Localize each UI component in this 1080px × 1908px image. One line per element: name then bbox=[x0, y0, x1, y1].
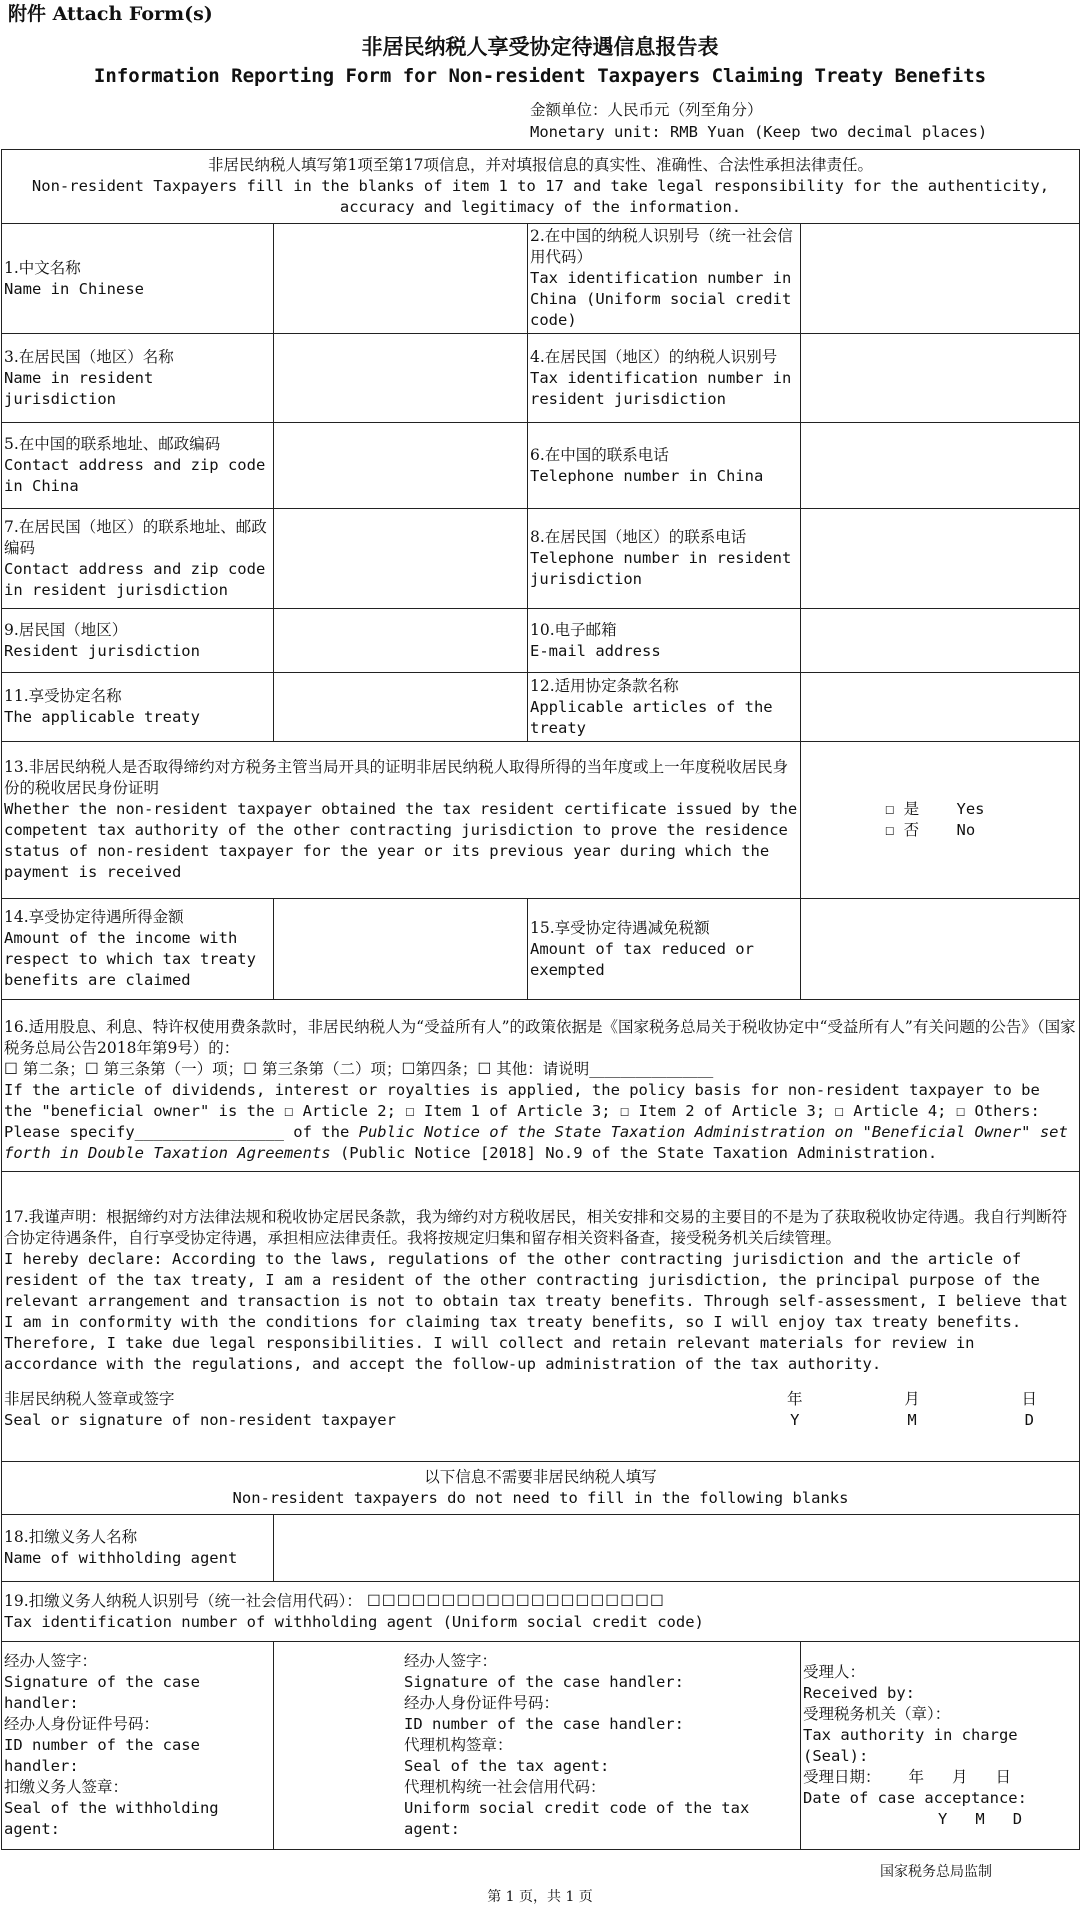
field-15-label bbox=[528, 899, 801, 1000]
form-row-1-2 bbox=[2, 224, 1080, 334]
tax-authority-seal-zh: 受理税务机关（章）： bbox=[803, 1704, 951, 1723]
supervision-note: 国家税务总局监制 bbox=[880, 1864, 992, 1880]
field-8-label-zh: 8.在居民国（地区）的联系电话 bbox=[530, 528, 747, 546]
instructions-row bbox=[2, 150, 1080, 224]
withholding-agent-sign-cell[interactable] bbox=[2, 1642, 274, 1850]
withholding-agent-seal-zh: 扣缴义务人签章： bbox=[4, 1778, 129, 1796]
acceptance-month-zh: 月 bbox=[952, 1767, 968, 1786]
field-17-declaration-en: I hereby declare: According to the laws, regulations of the other contracting jurisdiction and the article of resident of the tax treaty, I am a resident of the other contracting jurisdiction, the principal purpose of the relevant arrangement and transaction is not to obtain tax treaty benefits. Through self-assessment, I believe that I am in conformity with the conditions for claiming tax treaty benefits, so I will enjoy tax treaty benefits. Therefore, I take due legal responsibilities. I will collect and retain relevant materials for review in accordance with the regulations, and accept the follow-up administration of the tax authority. bbox=[4, 1249, 1068, 1373]
agent-heading-en: Non-resident taxpayers do not need to fill in the following blanks bbox=[232, 1489, 849, 1507]
form-row-7-8 bbox=[2, 509, 1080, 609]
form-row-3-4 bbox=[2, 334, 1080, 423]
acceptance-date-label-zh: 受理日期： bbox=[803, 1767, 881, 1786]
page-number: 第 1 页，共 1 页 bbox=[487, 1889, 593, 1905]
field-10-label-en: E-mail address bbox=[530, 641, 661, 660]
field-6-label bbox=[528, 423, 801, 509]
field-12-label-zh: 12.适用协定条款名称 bbox=[530, 676, 679, 695]
agent-section-heading-row bbox=[2, 1462, 1080, 1515]
field-16-text-zh: 16.适用股息、利息、特许权使用费条款时，非居民纳税人为“受益所有人”的政策依据是《国家税务总局关于税收协定中“受益所有人”有关问题的公告》（国家税务总局公告2018年第9号）的： bbox=[4, 1018, 1076, 1057]
day-label-zh: 日 bbox=[1021, 1389, 1037, 1408]
year-label-zh: 年 bbox=[787, 1389, 803, 1408]
field-11-label-zh: 11.享受协定名称 bbox=[4, 687, 122, 705]
field-7-label bbox=[2, 509, 274, 609]
field-13-label-zh: 13.非居民纳税人是否取得缔约对方税务主管当局开具的证明非居民纳税人取得所得的当年度或上一年度税收居民身份的税收居民身份证明 bbox=[4, 758, 789, 797]
agent-handler-signature-en: Signature of the case handler: bbox=[404, 1673, 684, 1691]
field-6-label-zh: 6.在中国的联系电话 bbox=[530, 445, 669, 464]
field-13-no-checkbox[interactable]: ☐ 否 No bbox=[885, 821, 976, 839]
field-2-label-zh: 2.在中国的纳税人识别号（统一社会信用代码） bbox=[530, 227, 793, 266]
field-10-label bbox=[528, 609, 801, 673]
agent-handler-id-zh: 经办人身份证件号码： bbox=[404, 1694, 560, 1712]
field-6-label-en: Telephone number in China bbox=[530, 466, 764, 485]
attach-label: 附件 Attach Form(s) bbox=[8, 3, 213, 25]
field-5-label-en: Contact address and zip code in China bbox=[4, 456, 266, 495]
handler-id-en: ID number of the case handler: bbox=[4, 1736, 200, 1775]
field-12-input[interactable] bbox=[801, 673, 1080, 742]
field-3-input[interactable] bbox=[274, 334, 528, 423]
field-16-text-en-part2: (Public Notice [2018] No.9 of the State Taxation Administration. bbox=[339, 1144, 938, 1162]
tax-authority-cell[interactable] bbox=[801, 1642, 1080, 1850]
field-10-label-zh: 10.电子邮箱 bbox=[530, 620, 617, 639]
field-1-label bbox=[2, 224, 274, 334]
field-18-label bbox=[2, 1515, 274, 1582]
field-18-label-en: Name of withholding agent bbox=[4, 1549, 238, 1567]
field-9-input[interactable] bbox=[274, 609, 528, 673]
field-14-input[interactable] bbox=[274, 899, 528, 1000]
form-row-17 bbox=[2, 1172, 1080, 1462]
instructions-en: Non-resident Taxpayers fill in the blanks of item 1 to 17 and take legal responsibility for the authenticity, accuracy and legitimacy of the information. bbox=[31, 177, 1050, 216]
field-15-input[interactable] bbox=[801, 899, 1080, 1000]
field-6-input[interactable] bbox=[801, 423, 1080, 509]
acceptance-date-label-en: Date of case acceptance: bbox=[803, 1788, 1027, 1807]
form-row-11-12 bbox=[2, 673, 1080, 742]
tax-agent-seal-zh: 代理机构签章： bbox=[404, 1736, 513, 1754]
form-row-19 bbox=[2, 1582, 1080, 1642]
report-form-table bbox=[1, 149, 1080, 1850]
signature-date[interactable] bbox=[787, 1389, 1077, 1431]
field-9-label bbox=[2, 609, 274, 673]
monetary-unit-zh: 金额单位：人民币元（列至角分） bbox=[530, 101, 763, 119]
field-7-label-en: Contact address and zip code in resident jurisdiction bbox=[4, 559, 266, 599]
tax-agent-seal-en: Seal of the tax agent: bbox=[404, 1757, 610, 1775]
field-18-input[interactable] bbox=[274, 1515, 1080, 1582]
field-12-label-en: Applicable articles of the treaty bbox=[530, 697, 773, 737]
acceptance-year-en: Y bbox=[938, 1809, 948, 1828]
field-10-input[interactable] bbox=[801, 609, 1080, 673]
tax-authority-seal-en: Tax authority in charge (Seal): bbox=[803, 1725, 1018, 1765]
month-label-en: M bbox=[907, 1410, 917, 1429]
form-row-5-6 bbox=[2, 423, 1080, 509]
field-12-label bbox=[528, 673, 801, 742]
field-1-label-en: Name in Chinese bbox=[4, 279, 144, 298]
field-15-label-zh: 15.享受协定待遇减免税额 bbox=[530, 918, 710, 937]
agent-section-heading bbox=[2, 1462, 1080, 1515]
tax-agent-sign-cell[interactable] bbox=[274, 1642, 801, 1850]
field-19-cell bbox=[2, 1582, 1080, 1642]
field-16-text-en-part1: If the article of dividends, interest or royalties is applied, the policy basis for non-resident taxpayer to be the "beneficial owner" is the ☐ Article 2; ☐ Item 1 of Article 3; ☐ Item 2 of Article 3; ☐ Article 4; ☐ Others: Please specify________________ of the bbox=[4, 1081, 1040, 1141]
field-1-input[interactable] bbox=[274, 224, 528, 334]
handler-signature-zh: 经办人签字： bbox=[4, 1652, 98, 1670]
agent-handler-signature-zh: 经办人签字： bbox=[404, 1652, 498, 1670]
field-16-cell bbox=[2, 1000, 1080, 1172]
field-5-label-zh: 5.在中国的联系地址、邮政编码 bbox=[4, 435, 221, 453]
field-9-label-zh: 9.居民国（地区） bbox=[4, 620, 128, 639]
acceptance-year-zh: 年 bbox=[908, 1767, 925, 1786]
signature-label-en: Seal or signature of non-resident taxpayer bbox=[4, 1410, 396, 1429]
field-3-label-zh: 3.在居民国（地区）名称 bbox=[4, 347, 174, 366]
field-14-label bbox=[2, 899, 274, 1000]
field-5-input[interactable] bbox=[274, 423, 528, 509]
form-title-zh: 非居民纳税人享受协定待遇信息报告表 bbox=[361, 34, 719, 59]
field-4-label-zh: 4.在居民国（地区）的纳税人识别号 bbox=[530, 347, 778, 366]
instructions-zh: 非居民纳税人填写第1项至第17项信息，并对填报信息的真实性、准确性、合法性承担法律责任。 bbox=[207, 156, 874, 174]
field-19-label-en: Tax identification number of withholding agent (Uniform social credit code) bbox=[4, 1612, 704, 1631]
acceptance-month-en: M bbox=[975, 1809, 985, 1828]
field-4-label-en: Tax identification number in resident jurisdiction bbox=[530, 368, 792, 408]
form-row-14-15 bbox=[2, 899, 1080, 1000]
field-2-label bbox=[528, 224, 801, 334]
form-row-18 bbox=[2, 1515, 1080, 1582]
field-14-label-en: Amount of the income with respect to which tax treaty benefits are claimed bbox=[4, 929, 256, 989]
field-4-input[interactable] bbox=[801, 334, 1080, 423]
field-8-input[interactable] bbox=[801, 509, 1080, 609]
field-11-input[interactable] bbox=[274, 673, 528, 742]
field-16-notice-title: Public Notice of the State Taxation Administration on "Beneficial Owner" set forth in Double Taxation Agreements bbox=[4, 1123, 1068, 1162]
received-by-en: Received by: bbox=[803, 1683, 915, 1702]
signature-label-zh: 非居民纳税人签章或签字 bbox=[4, 1389, 175, 1408]
acceptance-date-zh-row bbox=[803, 1767, 1077, 1788]
field-14-label-zh: 14.享受协定待遇所得金额 bbox=[4, 908, 184, 926]
form-title-en: Information Reporting Form for Non-resident Taxpayers Claiming Treaty Benefits bbox=[93, 65, 987, 87]
signature-line bbox=[4, 1389, 1077, 1431]
field-13-options bbox=[801, 742, 1080, 899]
field-11-label-en: The applicable treaty bbox=[4, 708, 200, 726]
field-11-label bbox=[2, 673, 274, 742]
field-13-yes-checkbox[interactable]: ☐ 是 Yes bbox=[885, 800, 985, 818]
month-label-zh: 月 bbox=[904, 1389, 920, 1408]
acceptance-day-en: D bbox=[1012, 1809, 1023, 1828]
field-13-label-en: Whether the non-resident taxpayer obtained the tax resident certificate issued by the competent tax authority of the other contracting jurisdiction to prove the residence status of non-resident taxpayer for the year or its previous year during which the payment is received bbox=[4, 800, 798, 881]
field-8-label-en: Telephone number in resident jurisdiction bbox=[530, 549, 792, 588]
field-2-label-en: Tax identification number in China (Uniform social credit code) bbox=[530, 269, 792, 329]
agent-heading-zh: 以下信息不需要非居民纳税人填写 bbox=[424, 1468, 657, 1486]
field-4-label bbox=[528, 334, 801, 423]
field-7-label-zh: 7.在居民国（地区）的联系地址、邮政编码 bbox=[4, 517, 267, 557]
year-label-en: Y bbox=[790, 1410, 800, 1429]
field-17-declaration-zh: 17.我谨声明：根据缔约对方法律法规和税收协定居民条款，我为缔约对方税收居民，相关安排和交易的主要目的不是为了获取税收协定待遇。我自行判断符合协定待遇条件，自行享受协定待遇，承担相应法律责任。我将按规定归集和留存相关资料备查，接受税务机关后续管理。 bbox=[4, 1207, 1068, 1247]
field-3-label-en: Name in resident jurisdiction bbox=[4, 368, 154, 408]
tax-agent-credit-code-en: Uniform social credit code of the tax agent: bbox=[404, 1799, 750, 1838]
handler-id-zh: 经办人身份证件号码： bbox=[4, 1715, 160, 1733]
handler-signature-en: Signature of the case handler: bbox=[4, 1673, 200, 1712]
field-16-text-en bbox=[4, 1080, 1077, 1164]
field-5-label bbox=[2, 423, 274, 509]
day-label-en: D bbox=[1024, 1410, 1034, 1429]
withholding-agent-seal-en: Seal of the withholding agent: bbox=[4, 1799, 219, 1838]
field-19-label-zh: 19.扣缴义务人纳税人识别号（统一社会信用代码）： bbox=[4, 1591, 362, 1610]
field-7-input[interactable] bbox=[274, 509, 528, 609]
form-row-13 bbox=[2, 742, 1080, 899]
acceptance-day-zh: 日 bbox=[995, 1767, 1012, 1786]
agent-handler-id-en: ID number of the case handler: bbox=[404, 1715, 684, 1733]
form-row-9-10 bbox=[2, 609, 1080, 673]
field-18-label-zh: 18.扣缴义务人名称 bbox=[4, 1528, 138, 1546]
monetary-unit-en: Monetary unit: RMB Yuan (Keep two decimal places) bbox=[530, 123, 988, 141]
field-3-label bbox=[2, 334, 274, 423]
field-17-cell bbox=[2, 1172, 1080, 1462]
received-by-zh: 受理人： bbox=[803, 1662, 866, 1681]
acceptance-date-en-row bbox=[803, 1809, 1077, 1830]
field-16-options-zh[interactable]: ☐ 第二条；☐ 第三条第（一）项；☐ 第三条第（二）项；☐第四条；☐ 其他：请说明________________ bbox=[4, 1060, 714, 1078]
tax-agent-credit-code-zh: 代理机构统一社会信用代码： bbox=[404, 1778, 606, 1796]
field-1-label-zh: 1.中文名称 bbox=[4, 258, 81, 277]
field-15-label-en: Amount of tax reduced or exempted bbox=[530, 939, 754, 979]
field-19-code-boxes[interactable]: ☐☐☐☐☐☐☐☐☐☐☐☐☐☐☐☐☐☐☐☐ bbox=[366, 1591, 665, 1610]
field-13-label bbox=[2, 742, 801, 899]
handler-signature-row bbox=[2, 1642, 1080, 1850]
field-9-label-en: Resident jurisdiction bbox=[4, 641, 200, 660]
instructions-cell bbox=[2, 150, 1080, 224]
form-row-16 bbox=[2, 1000, 1080, 1172]
field-8-label bbox=[528, 509, 801, 609]
field-2-input[interactable] bbox=[801, 224, 1080, 334]
